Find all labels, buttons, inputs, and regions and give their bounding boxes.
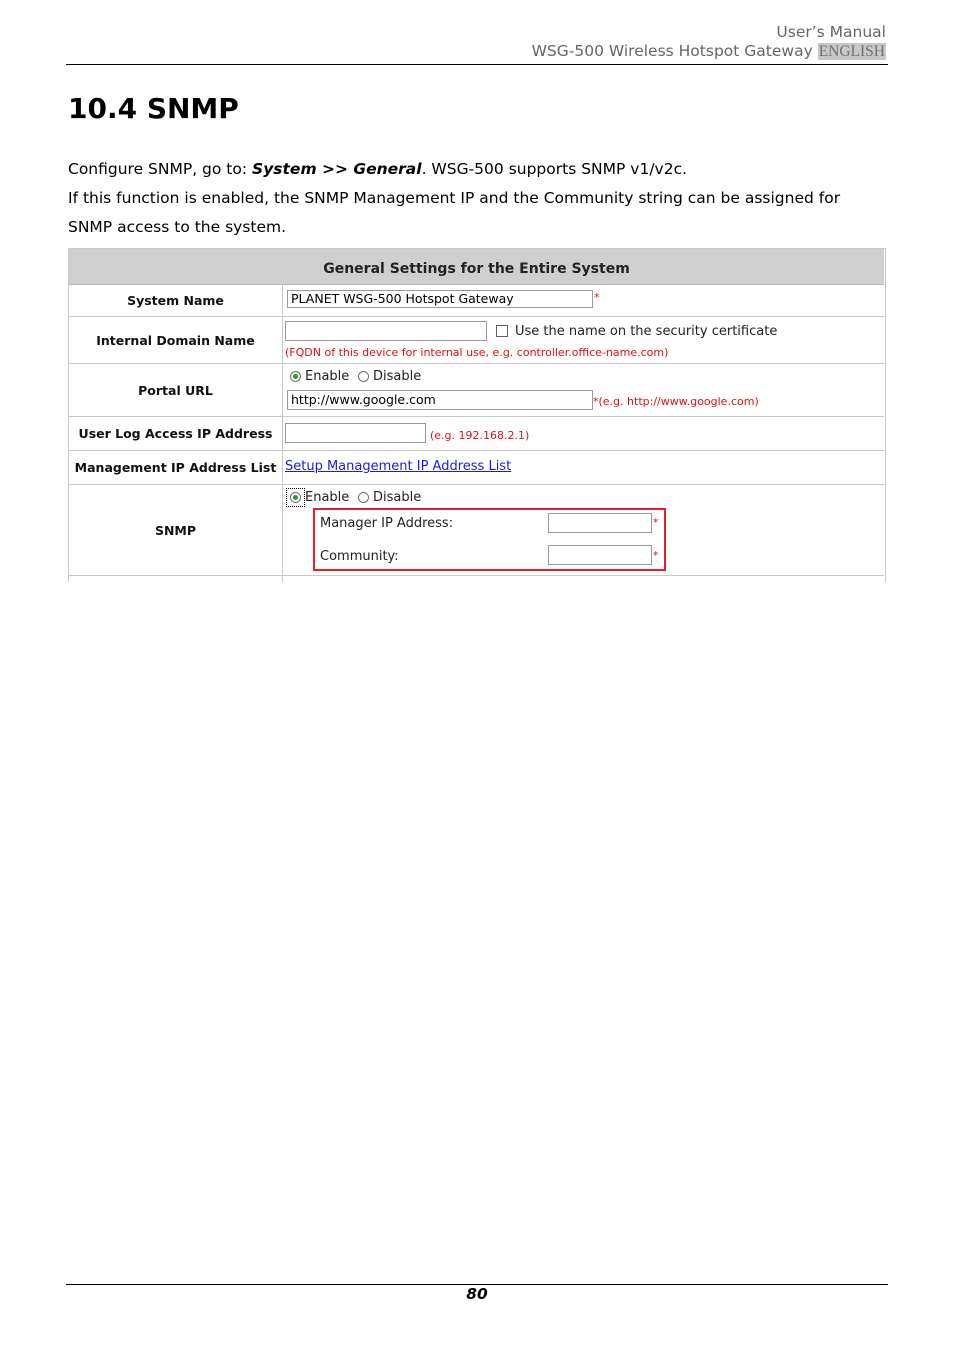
intro-prefix: Configure SNMP, go to: — [68, 160, 253, 178]
row-portal-url — [69, 364, 884, 417]
manager-required-marker: * — [653, 516, 659, 529]
snmp-disable-radio[interactable] — [358, 492, 369, 503]
system-name-input[interactable]: PLANET WSG-500 Hotspot Gateway — [287, 290, 593, 308]
user-log-input[interactable] — [285, 423, 426, 443]
value-internal-domain — [284, 317, 884, 363]
header-product — [532, 42, 886, 61]
intro-line-1 — [68, 155, 888, 184]
snmp-disable-label: Disable — [373, 490, 422, 505]
intro-menu-path: System >> General — [252, 160, 422, 178]
portal-disable-label: Disable — [373, 369, 422, 384]
snmp-enable-radio[interactable] — [290, 492, 301, 503]
internal-domain-input[interactable] — [285, 321, 487, 341]
header-rule — [66, 64, 888, 65]
page-number: 80 — [466, 1285, 488, 1303]
header-manual: User’s Manual — [776, 23, 886, 41]
intro-suffix: . WSG-500 supports SNMP v1/v2c. — [421, 160, 688, 178]
row-system-name — [69, 285, 884, 317]
certificate-checkbox-label: Use the name on the security certificate — [515, 324, 778, 339]
manager-ip-label: Manager IP Address: — [320, 516, 454, 531]
required-marker: * — [594, 291, 600, 304]
row-internal-domain — [69, 317, 884, 364]
community-input[interactable] — [548, 545, 652, 565]
value-user-log — [284, 417, 884, 450]
manager-ip-input[interactable] — [548, 513, 652, 533]
header-product-name: WSG-500 Wireless Hotspot Gateway — [531, 42, 813, 60]
setup-mgmt-ip-link[interactable]: Setup Management IP Address List — [285, 459, 512, 474]
value-mgmt-ip — [284, 451, 884, 484]
portal-enable-label: Enable — [305, 369, 350, 384]
portal-enable-radio[interactable] — [290, 371, 301, 382]
community-required-marker: * — [653, 549, 659, 562]
snmp-enable-label: Enable — [305, 490, 350, 505]
portal-url-hint: *(e.g. http://www.google.com) — [593, 395, 759, 408]
intro-text — [68, 155, 888, 242]
row-snmp — [69, 485, 884, 576]
label-portal-url: Portal URL — [69, 364, 283, 416]
internal-domain-hint: (FQDN of this device for internal use, e.g. controller.office-name.com) — [285, 346, 669, 359]
label-user-log: User Log Access IP Address — [69, 417, 283, 450]
community-label: Community: — [320, 549, 399, 564]
label-internal-domain: Internal Domain Name — [69, 317, 283, 363]
value-portal-url — [284, 364, 884, 416]
row-mgmt-ip — [69, 451, 884, 485]
user-log-hint: (e.g. 192.168.2.1) — [430, 429, 530, 442]
settings-screenshot — [68, 248, 886, 583]
row-user-log — [69, 417, 884, 451]
label-system-name: System Name — [69, 285, 283, 316]
table-heading: General Settings for the Entire System — [69, 249, 884, 285]
value-snmp — [284, 485, 884, 575]
portal-url-input[interactable]: http://www.google.com — [287, 390, 593, 410]
certificate-checkbox[interactable] — [496, 325, 508, 337]
intro-line-2: If this function is enabled, the SNMP Management IP and the Community string can be assigned for SNMP access to the system. — [68, 189, 841, 236]
page-header — [532, 23, 886, 61]
header-language: ENGLISH — [818, 43, 885, 60]
section-title: 10.4 SNMP — [68, 92, 239, 125]
label-snmp: SNMP — [69, 485, 283, 575]
value-system-name — [284, 285, 884, 316]
column-divider-tail — [282, 576, 283, 582]
portal-disable-radio[interactable] — [358, 371, 369, 382]
label-mgmt-ip: Management IP Address List — [69, 451, 283, 484]
